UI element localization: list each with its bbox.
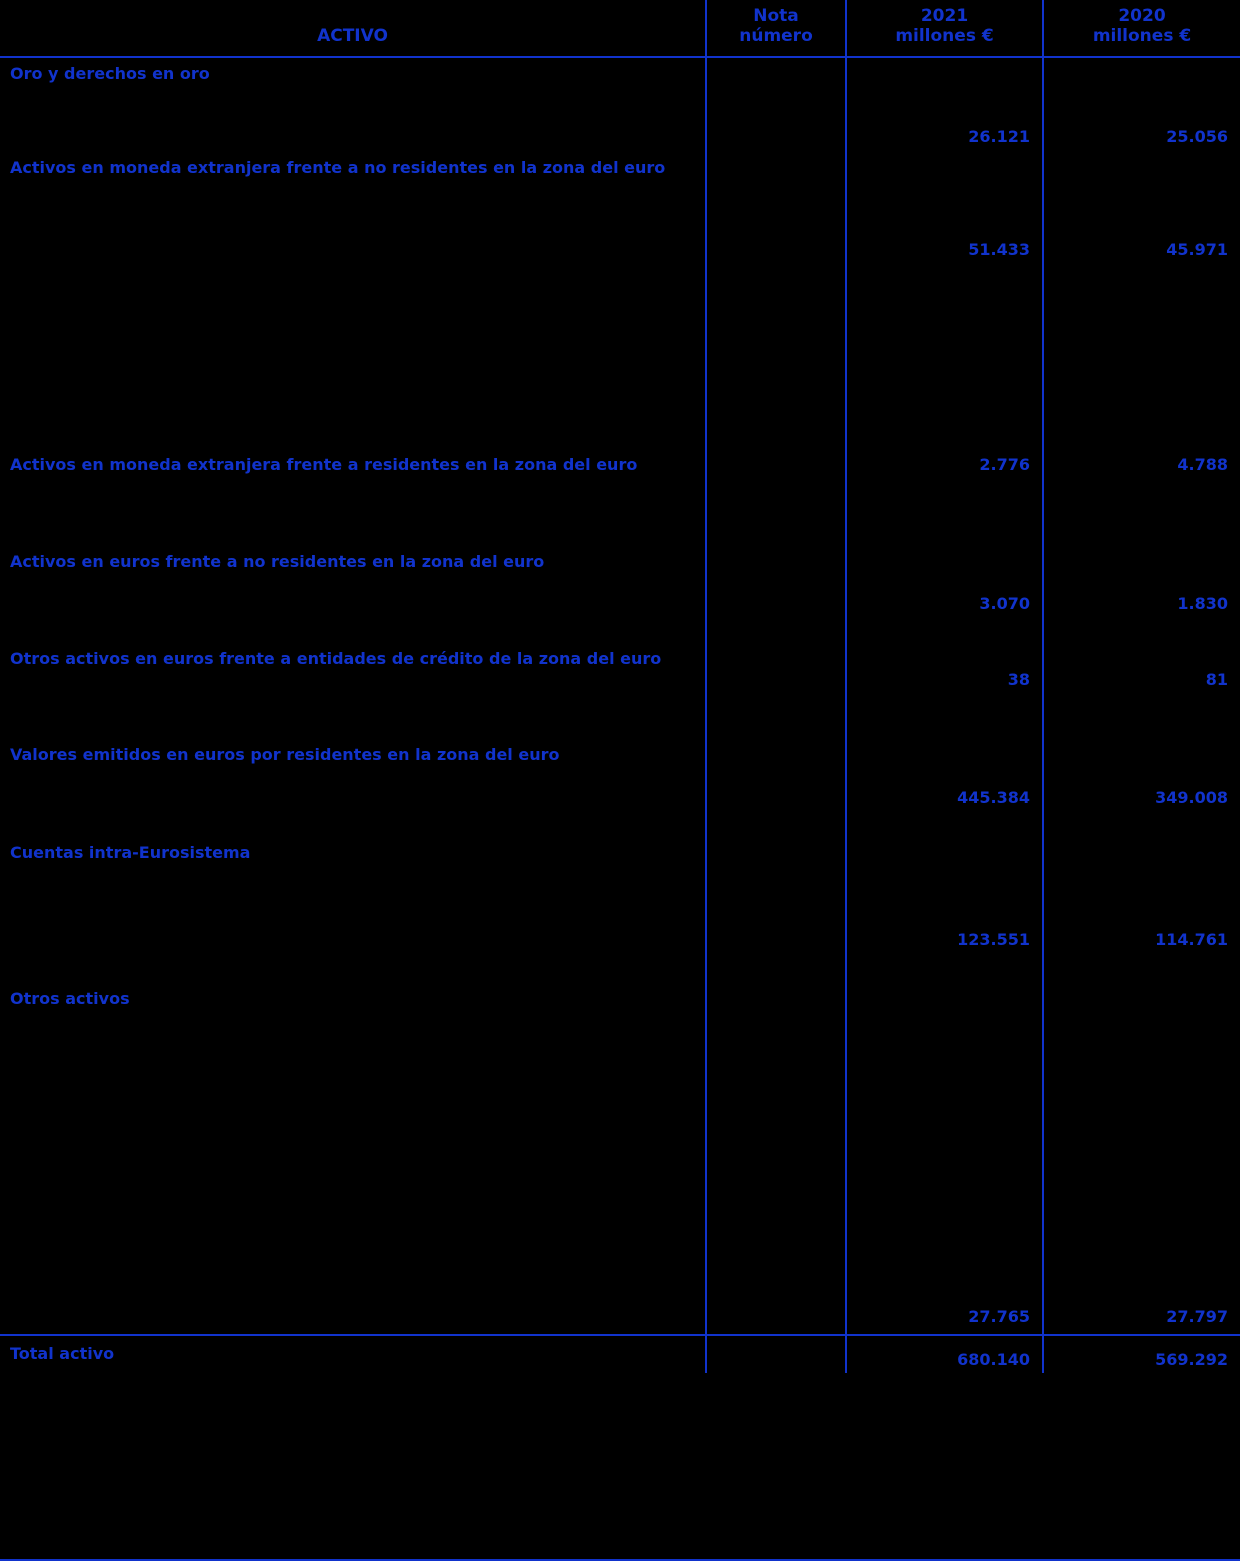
row-value-2021-text: 51.433	[968, 240, 1030, 259]
table-total-row	[0, 1335, 1240, 1373]
row-value-2020	[1043, 739, 1240, 837]
row-value-2020-text: 114.761	[1155, 930, 1228, 949]
row-label: Otros activos en euros frente a entidades de crédito de la zona del euro	[10, 649, 662, 668]
row-value-2020	[1043, 449, 1240, 546]
total-label: Total activo	[0, 1335, 706, 1373]
table-header	[0, 0, 1240, 57]
row-label: Activos en euros frente a no residentes en la zona del euro	[10, 552, 545, 571]
row-value-2020-text: 4.788	[1177, 455, 1228, 474]
row-value-2020	[1043, 837, 1240, 983]
table-row	[0, 739, 1240, 837]
column-header-activo	[0, 0, 706, 57]
total-value-2020	[1043, 1335, 1240, 1373]
row-value-2021	[846, 837, 1043, 983]
column-header-2021	[846, 0, 1043, 57]
row-value-2021-text: 27.765	[968, 1307, 1030, 1326]
row-value-2020-text: 81	[1205, 670, 1228, 689]
row-value-2021	[846, 546, 1043, 643]
column-header-2020	[1043, 0, 1240, 57]
total-value-2021-text: 680.140	[957, 1350, 1030, 1369]
row-note	[706, 983, 846, 1335]
row-value-2021-text: 26.121	[968, 127, 1030, 146]
row-value-2020-text: 27.797	[1166, 1307, 1228, 1326]
row-value-2021-text: 123.551	[957, 930, 1030, 949]
total-value-2020-text: 569.292	[1155, 1350, 1228, 1369]
row-note	[706, 739, 846, 837]
table-row	[0, 546, 1240, 643]
table-row	[0, 449, 1240, 546]
header-row	[0, 0, 1240, 57]
column-header-2020-units: millones €	[1092, 26, 1192, 46]
column-header-nota-line1: Nota	[753, 6, 799, 26]
row-value-2020	[1043, 643, 1240, 739]
row-value-2020	[1043, 152, 1240, 449]
table-row	[0, 643, 1240, 739]
row-label: Oro y derechos en oro	[10, 64, 210, 83]
row-value-2021	[846, 57, 1043, 152]
column-header-nota	[706, 0, 846, 57]
row-value-2021-text: 38	[1007, 670, 1030, 689]
row-note	[706, 57, 846, 152]
table-row	[0, 152, 1240, 449]
row-value-2020-text: 25.056	[1166, 127, 1228, 146]
row-label: Activos en moneda extranjera frente a residentes en la zona del euro	[10, 455, 638, 474]
row-value-2020	[1043, 57, 1240, 152]
row-value-2020-text: 349.008	[1155, 788, 1228, 807]
row-value-2021	[846, 983, 1043, 1335]
row-value-2021-text: 3.070	[979, 594, 1030, 613]
row-value-2021	[846, 152, 1043, 449]
row-note	[706, 837, 846, 983]
table-row	[0, 837, 1240, 983]
row-note	[706, 449, 846, 546]
row-value-2021	[846, 739, 1043, 837]
row-value-2021	[846, 643, 1043, 739]
row-value-2020-text: 45.971	[1166, 240, 1228, 259]
column-header-2020-year: 2020	[1118, 6, 1166, 26]
table-body	[0, 57, 1240, 1373]
column-header-2021-year: 2021	[920, 6, 969, 26]
table-row	[0, 983, 1240, 1335]
table-row	[0, 57, 1240, 152]
row-value-2021	[846, 449, 1043, 546]
column-header-nota-line2: número	[739, 26, 813, 46]
row-label: Activos en moneda extranjera frente a no residentes en la zona del euro	[10, 158, 666, 177]
row-value-2021-text: 445.384	[957, 788, 1030, 807]
row-value-2020	[1043, 546, 1240, 643]
total-note	[706, 1335, 846, 1373]
row-value-2020-text: 1.830	[1177, 594, 1228, 613]
row-value-2021-text: 2.776	[979, 455, 1030, 474]
column-header-2021-units: millones €	[895, 26, 994, 46]
row-label: Otros activos	[10, 989, 130, 1008]
total-value-2021	[846, 1335, 1043, 1373]
row-label: Valores emitidos en euros por residentes en la zona del euro	[10, 745, 560, 764]
row-value-2020	[1043, 983, 1240, 1335]
row-label: Cuentas intra-Eurosistema	[10, 843, 251, 862]
column-header-activo-text: ACTIVO	[317, 26, 388, 46]
row-note	[706, 546, 846, 643]
row-note	[706, 643, 846, 739]
row-note	[706, 152, 846, 449]
